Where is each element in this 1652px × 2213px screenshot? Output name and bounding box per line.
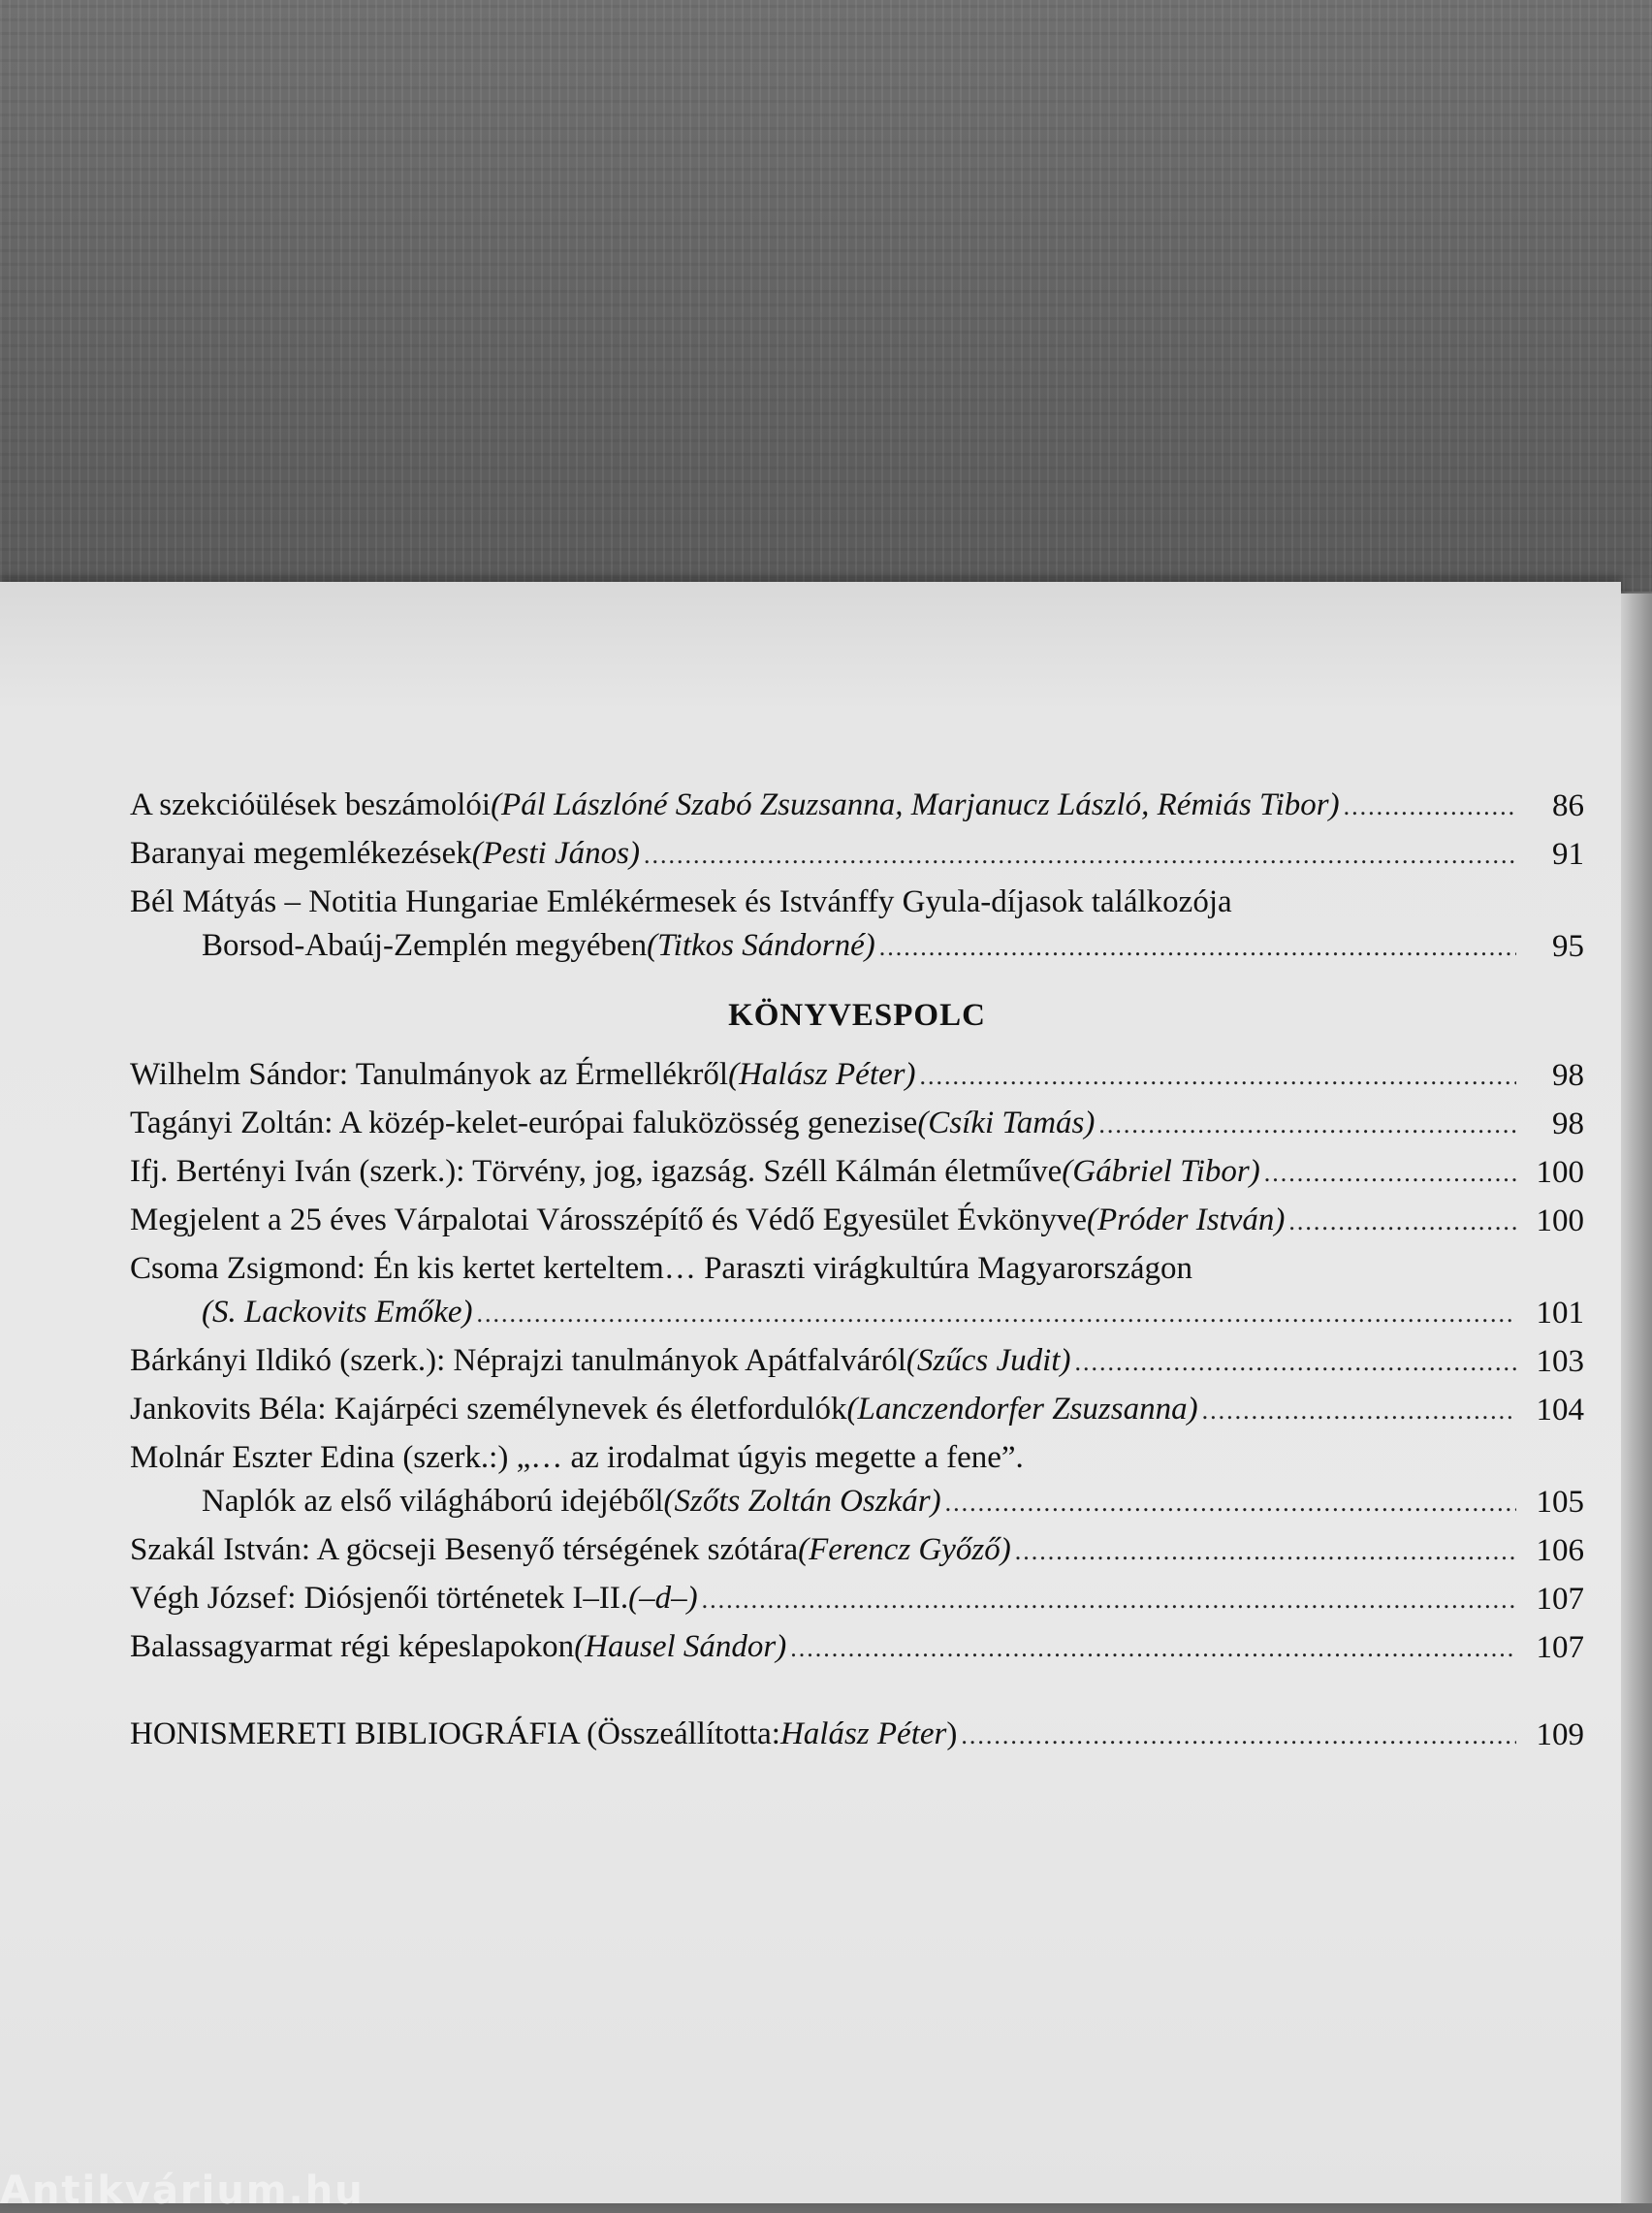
toc-entry [130,1150,1584,1195]
toc-entry [130,1199,1584,1243]
toc-line [130,1625,1522,1670]
entry-reviewer: (Csíki Tamás) [917,1106,1096,1140]
watermark: Antikvárium.hu [0,2168,365,2213]
page-number: 107 [1536,1582,1584,1617]
entry-title: Naplók az első világháború idejéből [202,1484,664,1519]
page-number: 104 [1536,1393,1584,1427]
bibliography-title: HONISMERETI BIBLIOGRÁFIA (Összeállította: [130,1716,780,1751]
fabric-background [0,0,1652,592]
page-number: 105 [1536,1485,1584,1520]
bibliography-close: ) [946,1716,958,1751]
page-number: 100 [1536,1203,1584,1238]
toc-line [130,1480,1522,1524]
toc-line [130,1713,1522,1757]
leader-dots [945,1481,1516,1524]
entry-title: Balassagyarmat régi képeslapokon [130,1629,575,1664]
entry-reviewer: (Pesti János) [471,836,640,871]
toc-entry [130,1053,1584,1098]
page-number: 107 [1536,1630,1584,1665]
toc-line [130,1528,1522,1573]
toc-line [130,1247,1522,1291]
page-number: 101 [1536,1296,1584,1331]
toc-entry [130,1436,1584,1524]
page-number: 106 [1536,1533,1584,1568]
entry-title: Baranyai megemlékezések [130,836,472,871]
leader-dots [790,1626,1516,1670]
entry-reviewer: (Pál Lászlóné Szabó Zsuzsanna, Marjanucz László, Rémiás Tibor) [491,787,1340,822]
toc-entry [130,881,1584,969]
toc-entry [130,1102,1584,1146]
entry-title: A szekcióülések beszámolói [130,787,492,822]
bibliography-author: Halász Péter [779,1716,947,1751]
leader-dots [702,1578,1516,1621]
entry-title: Wilhelm Sándor: Tanulmányok az Érmellékről [130,1057,729,1092]
leader-dots [919,1054,1516,1098]
page-number: 98 [1552,1058,1584,1093]
toc-line [130,1053,1522,1098]
page-number: 98 [1552,1106,1584,1141]
toc-line [130,1388,1522,1432]
entry-title: Bél Mátyás – Notitia Hungariae Emlékérmesek és Istvánffy Gyula-díjasok találkozója [130,884,1232,919]
entry-title: Molnár Eszter Edina (szerk.:) „… az irodalmat úgyis megette a fene”. [130,1440,1024,1475]
toc-line [130,784,1522,828]
entry-title: Tagányi Zoltán: A közép-kelet-európai faluközösség genezise [130,1106,918,1140]
toc-entry [130,1528,1584,1573]
entry-title: Csoma Zsigmond: Én kis kertet kerteltem… Paraszti virágkultúra Magyarországon [130,1251,1193,1286]
toc-line [130,881,1522,924]
toc-entry [130,1247,1584,1335]
toc-line [130,1291,1522,1335]
toc-line [130,1199,1522,1243]
leader-dots [1288,1200,1516,1243]
toc-line [130,1150,1522,1195]
leader-dots [961,1714,1516,1757]
entry-reviewer: (Gábriel Tibor) [1062,1154,1260,1189]
entry-reviewer: (Hausel Sándor) [574,1629,787,1664]
entry-title: Ifj. Bertényi Iván (szerk.): Törvény, jog, igazság. Széll Kálmán életműve [130,1154,1063,1189]
entry-title: Bárkányi Ildikó (szerk.): Néprajzi tanulmányok Apátfalváról [130,1343,906,1378]
entry-reviewer: (–d–) [628,1581,698,1616]
section-heading: KÖNYVESPOLC [728,998,986,1033]
page-number: 109 [1536,1717,1584,1752]
entry-reviewer: (Szőts Zoltán Oszkár) [663,1484,941,1519]
leader-dots [1202,1389,1516,1432]
toc-line [130,1102,1522,1146]
entry-reviewer: (Próder István) [1087,1203,1286,1237]
toc-line [130,924,1522,969]
toc-entry [130,1339,1584,1384]
toc-line [130,1339,1522,1384]
entry-title: Végh József: Diósjenői történetek I–II. [130,1581,629,1616]
toc-entry [130,1625,1584,1670]
toc-line [130,832,1522,877]
leader-dots [1344,785,1516,828]
toc-section-top [130,784,1584,969]
leader-dots [644,833,1516,877]
entry-title: Borsod-Abaúj-Zemplén megyében [202,928,648,963]
page-number: 100 [1536,1155,1584,1190]
page-number: 95 [1552,929,1584,964]
entry-title: Jankovits Béla: Kajárpéci személynevek és életfordulók [130,1392,847,1427]
toc-line [130,1577,1522,1621]
entry-reviewer: (S. Lackovits Emőke) [202,1295,473,1330]
leader-dots [1098,1103,1516,1146]
entry-reviewer: (Halász Péter) [728,1057,916,1092]
page-number: 103 [1536,1344,1584,1379]
leader-dots [477,1292,1517,1335]
leader-dots [879,925,1516,969]
toc-entry [130,784,1584,828]
toc-entry [130,1388,1584,1432]
table-of-contents [130,784,1584,1761]
leader-dots [1264,1151,1516,1195]
entry-reviewer: (Ferencz Győző) [798,1532,1011,1567]
toc-entry [130,1577,1584,1621]
entry-reviewer: (Titkos Sándorné) [647,928,875,963]
entry-title: Szakál István: A göcseji Besenyő térségének szótára [130,1532,799,1567]
page-edge [1621,593,1652,2203]
page-number: 91 [1552,837,1584,872]
entry-reviewer: (Lanczendorfer Zsuzsanna) [846,1392,1198,1427]
toc-entry-bibliography [130,1713,1584,1757]
leader-dots [1015,1529,1516,1573]
entry-title: Megjelent a 25 éves Várpalotai Városszépítő és Védő Egyesület Évkönyve [130,1203,1087,1237]
toc-section-books [130,1053,1584,1670]
toc-line [130,1436,1522,1480]
toc-entry [130,832,1584,877]
leader-dots [1074,1340,1516,1384]
entry-reviewer: (Szűcs Judit) [905,1343,1071,1378]
page-number: 86 [1552,788,1584,823]
